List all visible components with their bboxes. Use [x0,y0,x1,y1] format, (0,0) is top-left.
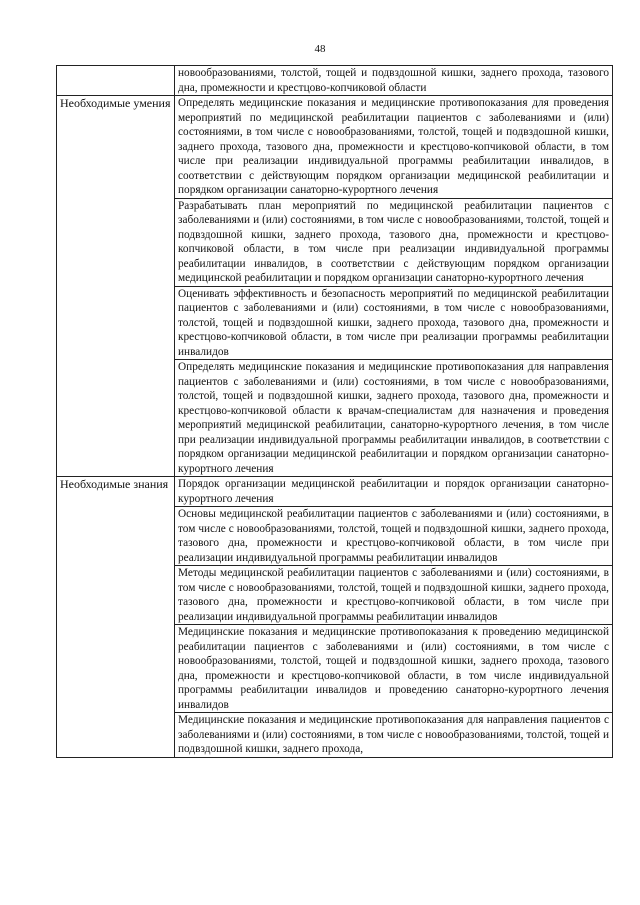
table-row [57,477,613,507]
table-cell: Методы медицинской реабилитации пациентов с заболеваниями и (или) состояниями, в том числе с новообразованиями, толстой, тощей и подвздошной кишки, заднего прохода, тазового дна, промежности и крестцово-копчиковой области, в том числе при реализации индивидуальной программы реабилитации инвалидов [175,566,613,625]
table-cell: Основы медицинской реабилитации пациентов с заболеваниями и (или) состояниями, в том числе с новообразованиями, толстой, тощей и подвздошной кишки, заднего прохода, тазового дна, промежности и крестцово-копчиковой области, в том числе при реализации индивидуальной программы реабилитации инвалидов [175,507,613,566]
table-cell: Определять медицинские показания и медицинские противопоказания для направления пациентов с заболеваниями и (или) состояниями, в том числе с новообразованиями, толстой, тощей и подвздошной кишки, заднего прохода, тазового дна, промежности и крестцово-копчиковой области к врачам-специалистам для назначения и проведения мероприятий медицинской реабилитации, санаторно-курортного лечения, в том числе при реализации индивидуальной программы реабилитации инвалидов, в соответствии с порядком организации медицинской реабилитации и порядком организации санаторно-курортного лечения [175,360,613,477]
table-cell: Разрабатывать план мероприятий по медицинской реабилитации пациентов с заболеваниями и (или) состояниями, в том числе с новообразованиями, толстой, тощей и подвздошной кишки, заднего прохода, тазового дна, промежности и крестцово-копчиковой области, в том числе при реализации индивидуальной программы реабилитации инвалидов, в соответствии с действующим порядком организации медицинской реабилитации и порядком организации санаторно-курортного лечения [175,198,613,286]
section-label-skills: Необходимые умения [57,96,175,477]
section-label-knowledge: Необходимые знания [57,477,175,758]
competency-table [56,65,613,758]
table-cell: Медицинские показания и медицинские противопоказания для направления пациентов с заболеваниями и (или) состояниями, в том числе с новообразованиями, толстой, тощей и подвздошной кишки, заднего прохода, [175,713,613,758]
table-cell: Определять медицинские показания и медицинские противопоказания для проведения мероприятий по медицинской реабилитации пациентов с заболеваниями и (или) состояниями, в том числе с новообразованиями, толстой, тощей и подвздошной кишки, заднего прохода, тазового дна, промежности и крестцово-копчиковой области, в том числе при реализации индивидуальной программы реабилитации инвалидов, в соответствии с действующим порядком организации медицинской реабилитации и порядком организации санаторно-курортного лечения [175,96,613,199]
table-cell: Порядок организации медицинской реабилитации и порядок организации санаторно-курортного лечения [175,477,613,507]
section-label [57,66,175,96]
table-row [57,66,613,96]
table-cell: Медицинские показания и медицинские противопоказания к проведению медицинской реабилитации пациентов с заболеваниями и (или) состояниями, в том числе с новообразованиями, толстой, тощей и подвздошной кишки, заднего прохода, тазового дна, промежности и крестцово-копчиковой области, в том числе индивидуальной программы реабилитации инвалидов и проведению санаторно-курортного лечения инвалидов [175,625,613,713]
table-cell: Оценивать эффективность и безопасность мероприятий по медицинской реабилитации пациентов с заболеваниями и (или) состояниями, в том числе с новообразованиями, толстой, тощей и подвздошной кишки, заднего прохода, тазового дна, промежности и крестцово-копчиковой области, в том числе при реализации программы реабилитации инвалидов [175,286,613,360]
table-row [57,96,613,199]
table-cell: новообразованиями, толстой, тощей и подвздошной кишки, заднего прохода, тазового дна, промежности и крестцово-копчиковой области [175,66,613,96]
page-number: 48 [314,43,326,55]
